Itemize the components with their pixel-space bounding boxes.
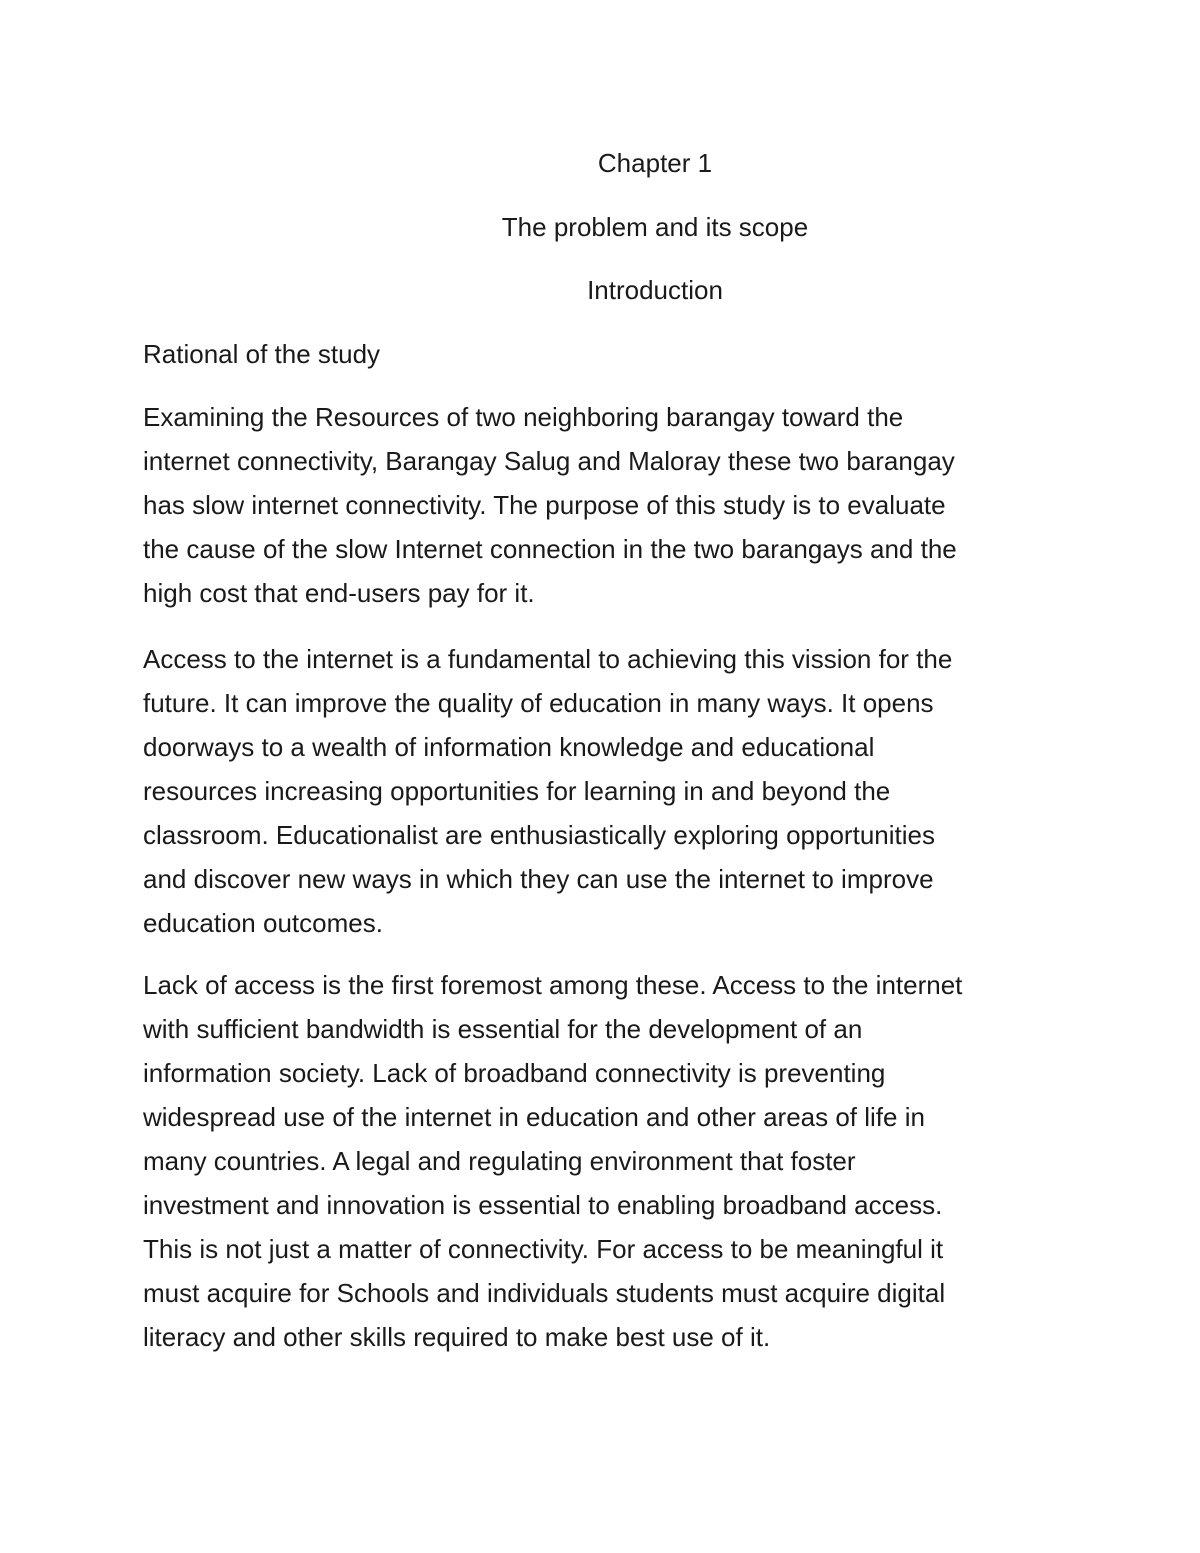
section-heading: Rational of the study xyxy=(143,339,381,369)
paragraph-line: widespread use of the internet in education and other areas of life in xyxy=(143,1102,925,1132)
paragraph-1 xyxy=(143,395,1063,615)
paragraph-line: many countries. A legal and regulating environment that foster xyxy=(143,1146,856,1176)
chapter-title: The problem and its scope xyxy=(501,212,809,242)
chapter-label: Chapter 1 xyxy=(597,148,713,178)
introduction-heading: Introduction xyxy=(587,275,723,305)
paragraph-line: with sufficient bandwidth is essential for the development of an xyxy=(143,1014,863,1044)
paragraph-line: has slow internet connectivity. The purpose of this study is to evaluate xyxy=(143,490,946,520)
paragraph-line: classroom. Educationalist are enthusiastically exploring opportunities xyxy=(143,820,935,850)
paragraph-line: information society. Lack of broadband connectivity is preventing xyxy=(143,1058,886,1088)
paragraph-2 xyxy=(143,637,1063,945)
paragraph-line: resources increasing opportunities for learning in and beyond the xyxy=(143,776,891,806)
paragraph-line: Access to the internet is a fundamental to achieving this vission for the xyxy=(143,644,953,674)
paragraph-line: internet connectivity, Barangay Salug and Maloray these two barangay xyxy=(143,446,955,476)
paragraph-line: education outcomes. xyxy=(143,908,383,938)
paragraph-line: Lack of access is the first foremost among these. Access to the internet xyxy=(143,970,963,1000)
paragraph-line: investment and innovation is essential to enabling broadband access. xyxy=(143,1190,943,1220)
paragraph-line: and discover new ways in which they can use the internet to improve xyxy=(143,864,934,894)
paragraph-line: high cost that end-users pay for it. xyxy=(143,578,535,608)
paragraph-line: This is not just a matter of connectivity. For access to be meaningful it xyxy=(143,1234,944,1264)
paragraph-3 xyxy=(143,963,1063,1359)
paragraph-line: future. It can improve the quality of education in many ways. It opens xyxy=(143,688,934,718)
paragraph-line: must acquire for Schools and individuals students must acquire digital xyxy=(143,1278,946,1308)
paragraph-line: doorways to a wealth of information knowledge and educational xyxy=(143,732,875,762)
paragraph-line: the cause of the slow Internet connection in the two barangays and the xyxy=(143,534,957,564)
paragraph-line: Examining the Resources of two neighboring barangay toward the xyxy=(143,402,904,432)
paragraph-line: literacy and other skills required to make best use of it. xyxy=(143,1322,771,1352)
